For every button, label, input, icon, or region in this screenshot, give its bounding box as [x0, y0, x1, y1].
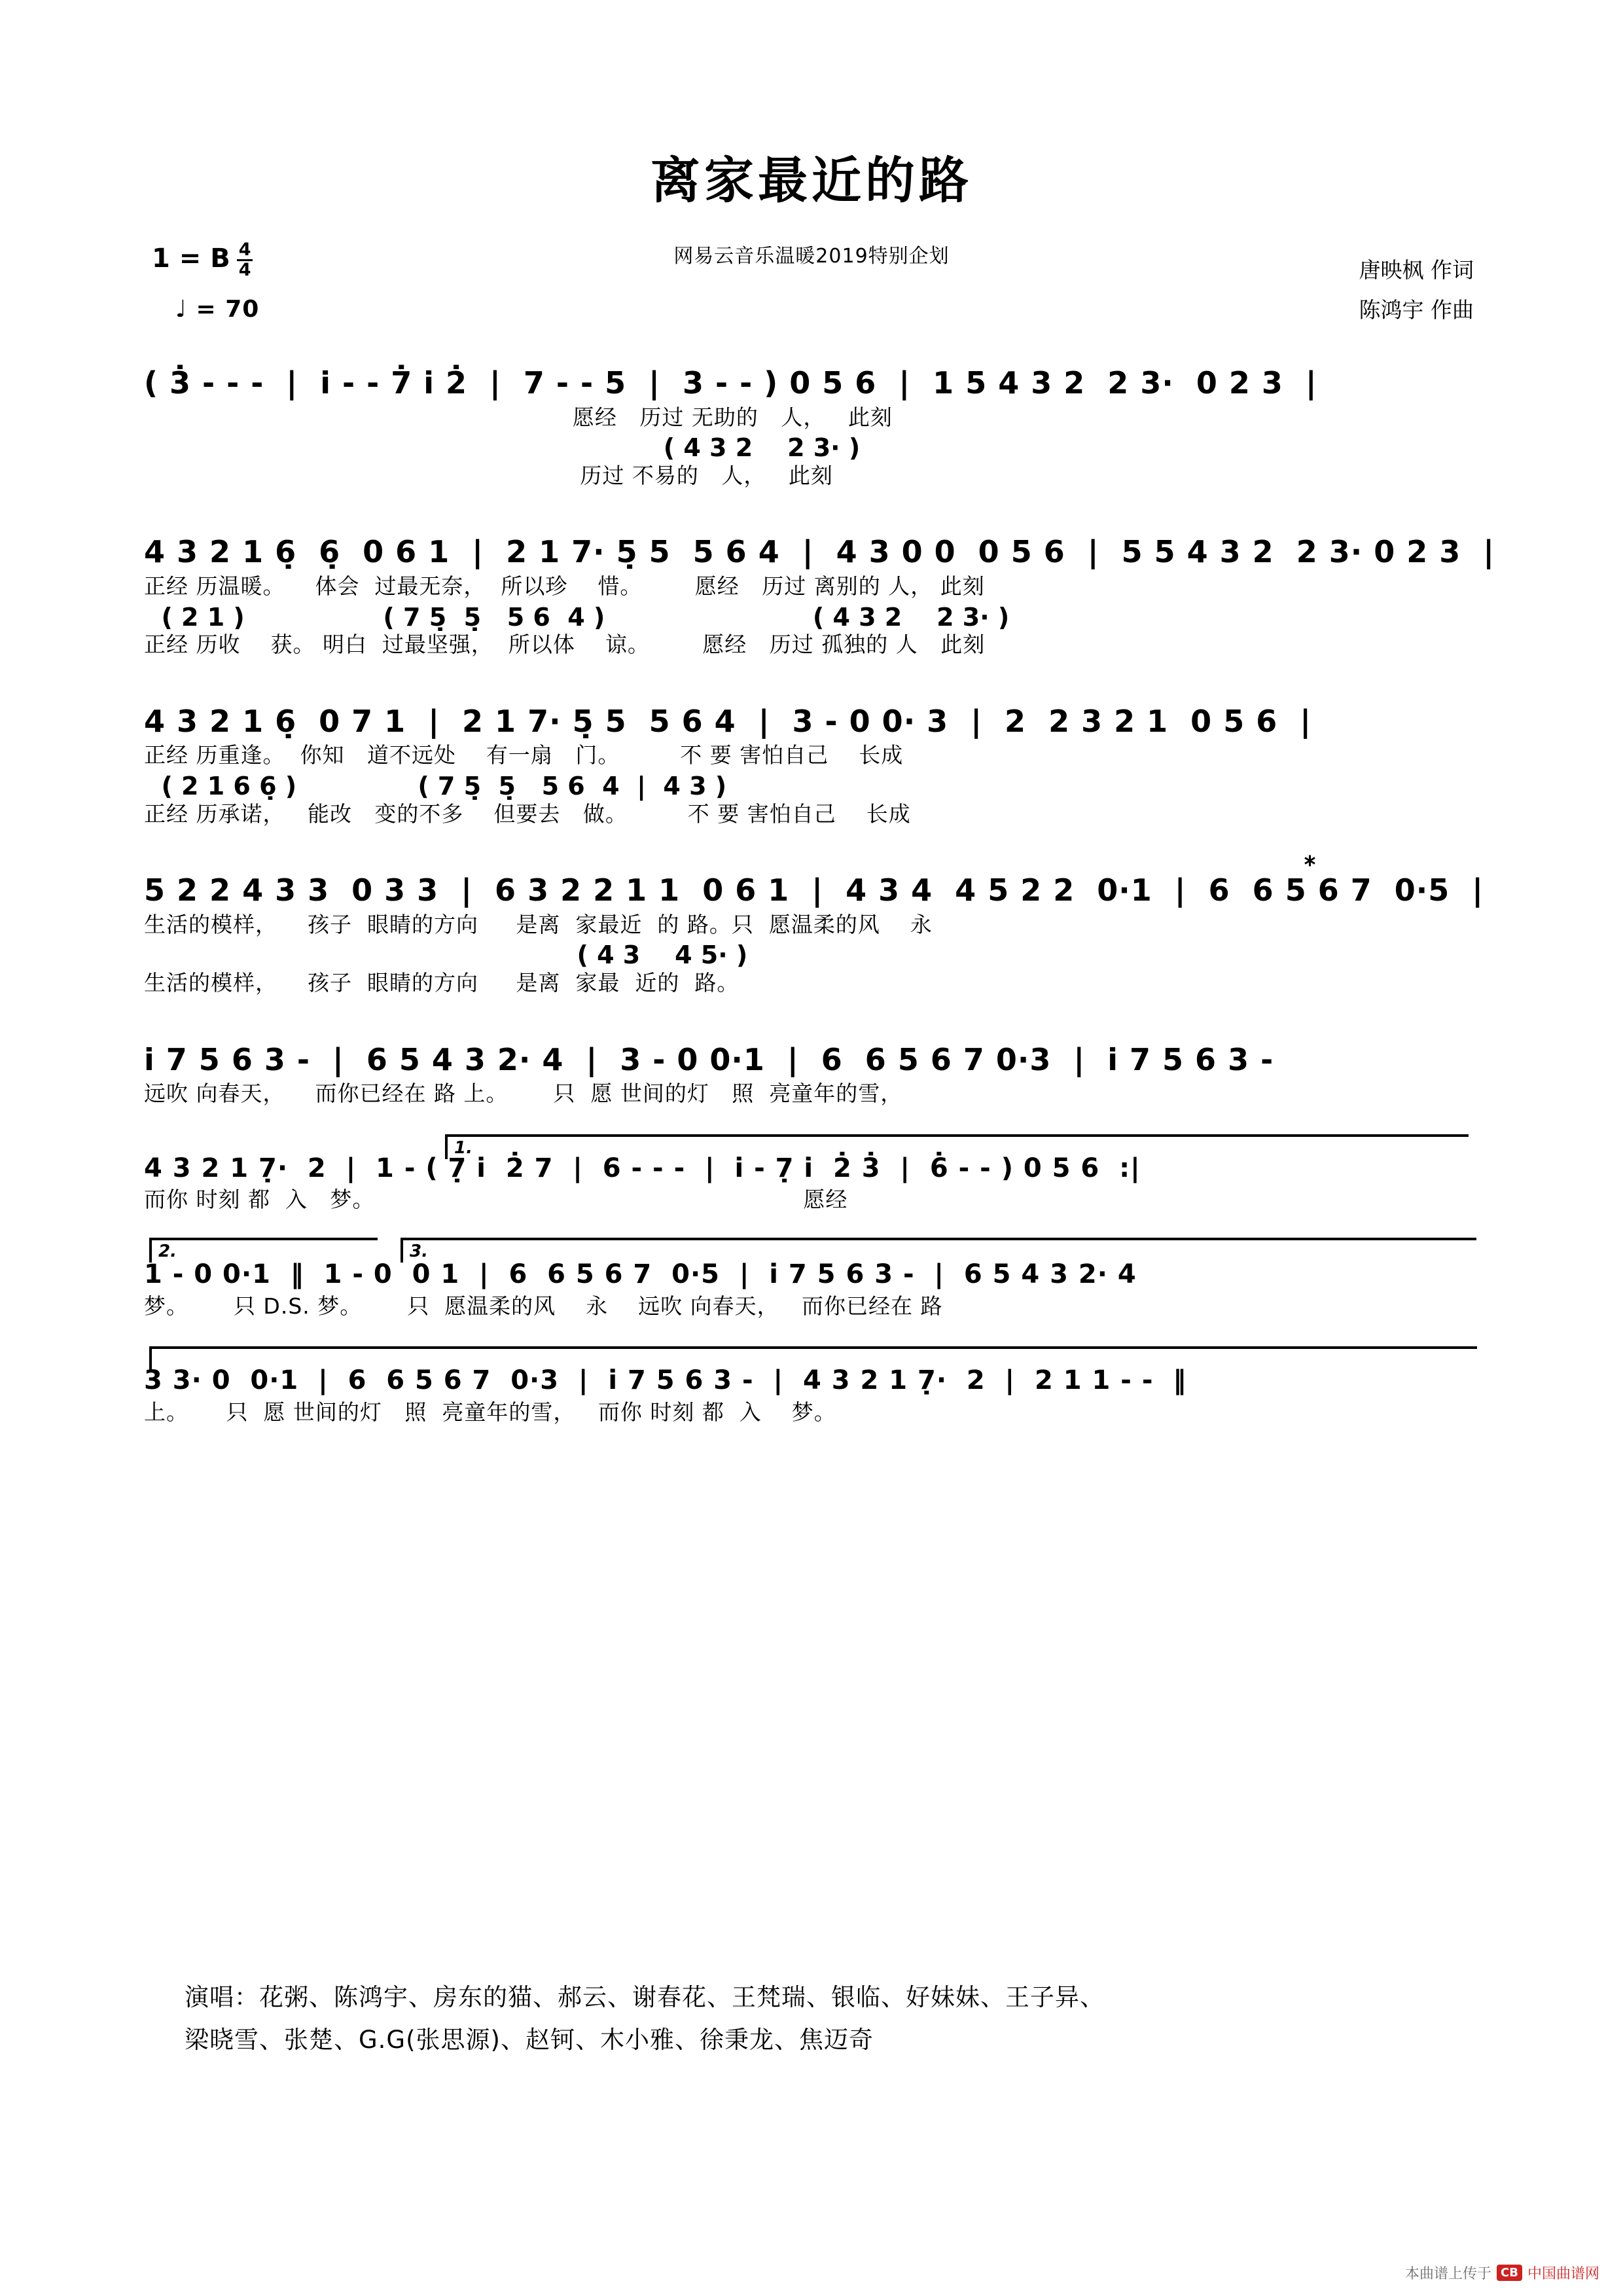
ending-label: 3. — [410, 1242, 428, 1262]
alt-lyrics-row: 正经 历承诺， 能改 变的不多 但要去 做。 不 要 害怕自己 长成 — [144, 800, 911, 827]
key-signature-line — [152, 240, 259, 281]
system-8 — [0, 1366, 1623, 1425]
watermark-badge: CB — [1497, 2265, 1522, 2281]
notation-row: 4 3 2 1 7̣· 2 | 1 - ( 7̣ i̇ 2̇ 7 | 6 - - - | i̇ - 7̣ i̇ 2̇ 3̇ | 6̇ - - ) 0 5 6 :| — [144, 1153, 1141, 1183]
notation-row: 3 3· 0 0·1 | 6 6 5 6 7 0·3 | i̇ 7 5 6 3 - | 4 3 2 1 7̣· 2 | 2 1 1 - - ‖ — [144, 1365, 1187, 1396]
composer-credit: 陈鸿宇 作曲 — [1359, 297, 1474, 323]
notation-row: 1 - 0 0·1 ‖ 1 - 0 0 1 | 6 6 5 6 7 0·5 | i̇ 7 5 6 3 - | 6 5 4 3 2· 4 — [144, 1259, 1137, 1290]
notation-row: i̇ 7 5 6 3 - | 6 5 4 3 2· 4 | 3 - 0 0·1 | 6 6 5 6 7 0·3 | i̇ 7 5 6 3 - — [144, 1041, 1274, 1077]
watermark-site: 中国曲谱网 — [1527, 2266, 1599, 2282]
alt-lyrics-row: 正经 历收 获。 明白 过最坚强， 所以体 谅。 愿经 历过 孤独的 人 此刻 — [144, 632, 986, 658]
performer-credits-line-2: 梁晓雪、张楚、G.G(张思源)、赵钶、木小雅、徐秉龙、焦迈奇 — [185, 2025, 874, 2054]
key-signature: 1 = B — [152, 243, 230, 274]
third-ending-bracket — [401, 1238, 1476, 1263]
first-ending-bracket — [445, 1134, 1469, 1159]
system-2 — [0, 535, 1623, 657]
notation-row: ( 3̇ - - - | i̇ - - 7̇ i̇ 2̇ | 7 - - 5 | 3 - - ) 0 5 6 | 1 5 4 3 2 2 3· 0 2 3 | — [144, 365, 1317, 401]
alt-notation-row: ( 2 1 6 6̣ ) ( 7 5̣ 5̣ 5 6 4 | 4 3 ) — [144, 771, 727, 800]
lyrics-row: 而你 时刻 都 入 梦。 愿经 — [144, 1187, 848, 1213]
page-subtitle: 网易云音乐温暖2019特别企划 — [673, 245, 950, 268]
music-systems — [0, 367, 1623, 1443]
notation-row: 5 2 2 4 3 3 0 3 3 | 6 3 2 2 1 1 0 6 1 | 4 3 4 4 5 2 2 0·1 | 6 6 5 6 7 0·5 | — [144, 872, 1484, 908]
watermark — [1405, 2263, 1599, 2283]
alt-notation-row: ( 4 3 4 5· ) — [144, 941, 748, 970]
tempo-marking: ♩ = 70 — [175, 296, 260, 323]
lyrics-row: 正经 历温暖。 体会 过最无奈， 所以珍 惜。 愿经 历过 离别的 人， 此刻 — [144, 573, 985, 599]
alt-lyrics-row: 历过 不易的 人， 此刻 — [144, 462, 833, 488]
system-3 — [0, 705, 1623, 827]
second-ending-bracket — [149, 1238, 378, 1263]
lyrics-row: 上。 只 愿 世间的灯 照 亮童年的雪， 而你 时刻 都 入 梦。 — [144, 1399, 836, 1426]
alt-lyrics-row: 生活的模样， 孩子 眼睛的方向 是离 家最 近的 路。 — [144, 969, 740, 996]
lyrics-row: 生活的模样， 孩子 眼睛的方向 是离 家最近 的 路。只 愿温柔的风 永 — [144, 911, 933, 937]
lyricist-credit: 唐映枫 作词 — [1359, 257, 1474, 283]
alt-notation-row: ( 4 3 2 2 3· ) — [144, 433, 861, 463]
credits-block — [1359, 250, 1474, 330]
notation-row: 4 3 2 1 6̣ 0 7 1 | 2 1 7· 5̣ 5 5 6 4 | 3 - 0 0· 3 | 2 2 3 2 1 0 5 6 | — [144, 703, 1312, 739]
lyrics-row: 远吹 向春天， 而你已经在 路 上。 只 愿 世间的灯 照 亮童年的雪， — [144, 1081, 903, 1107]
performer-credits-line-1: 演唱：花粥、陈鸿宇、房东的猫、郝云、谢春花、王梵瑞、银临、好妹妹、王子异、 — [185, 1983, 1105, 2011]
system-1 — [0, 367, 1623, 488]
ending-label: 2. — [158, 1242, 177, 1262]
performer-credits — [185, 1977, 1493, 2062]
alt-notation-row: ( 2 1 ) ( 7 5̣ 5̣ 5 6 4 ) ( 4 3 2 2 3· ) — [144, 602, 1010, 632]
segno-icon: ⁎ — [1304, 846, 1315, 871]
lyrics-row: 愿经 历过 无助的 人， 此刻 — [144, 404, 893, 430]
lyrics-row: 正经 历重逢。 你知 道不远处 有一扇 门。 不 要 害怕自己 长成 — [144, 742, 904, 768]
system-5 — [0, 1043, 1623, 1107]
system-4 — [0, 846, 1623, 996]
system-7 — [0, 1242, 1623, 1319]
score-key-block — [152, 240, 260, 323]
time-signature-numerator: 4 — [237, 241, 253, 261]
watermark-text: 本曲谱上传于 — [1405, 2266, 1492, 2282]
time-signature-denominator: 4 — [238, 259, 251, 280]
final-ending-bracket — [149, 1346, 1477, 1371]
time-signature — [237, 241, 253, 279]
system-6 — [0, 1138, 1623, 1213]
ending-label: 1. — [454, 1138, 473, 1158]
notation-row: 4 3 2 1 6̣ 6̣ 0 6 1 | 2 1 7· 5̣ 5 5 6 4 | 4 3 0 0 0 5 6 | 5 5 4 3 2 2 3· 0 2 3 | — [144, 534, 1495, 570]
lyrics-row: 梦。 只 D.S. 梦。 只 愿温柔的风 永 远吹 向春天， 而你已经在 路 — [144, 1293, 943, 1319]
page-title: 离家最近的路 — [651, 151, 972, 209]
